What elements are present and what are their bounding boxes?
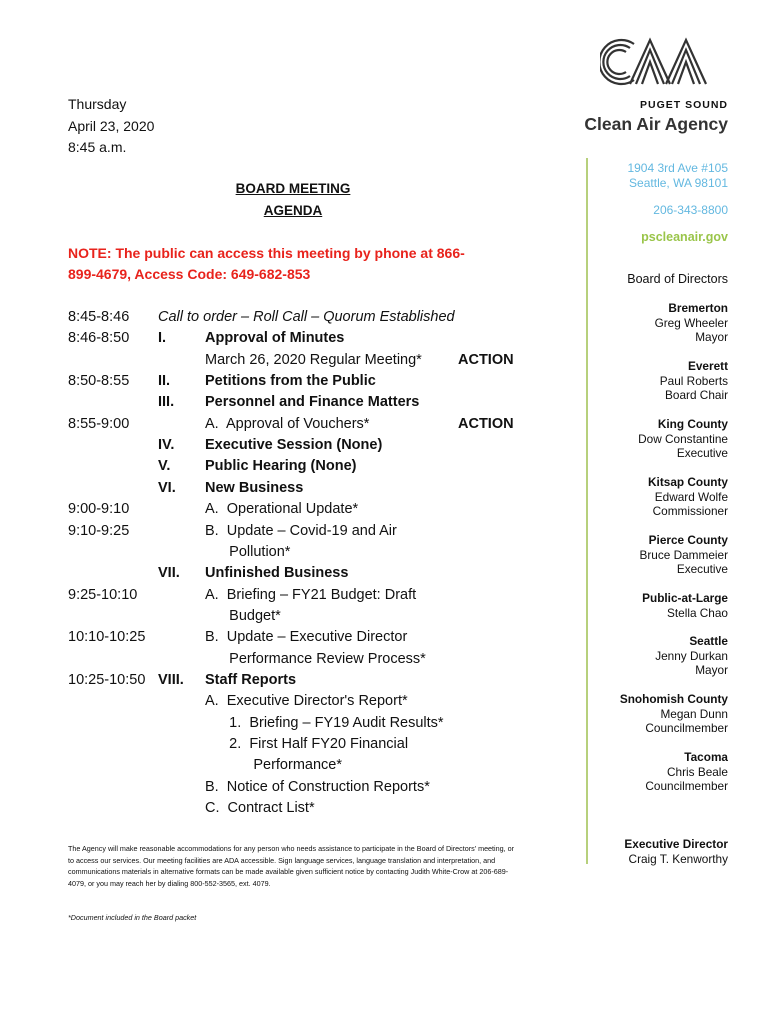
member-name: Chris Beale <box>667 764 728 779</box>
agenda-item-text: B. Notice of Construction Reports* <box>205 778 430 795</box>
member-role: Executive <box>676 562 728 577</box>
board-member <box>620 692 728 736</box>
board-heading-text: Board of Directors <box>627 272 728 286</box>
packet-note: *Document included in the Board packet <box>68 913 197 922</box>
member-area: Public-at-Large <box>642 591 728 605</box>
member-name: Edward Wolfe <box>654 489 728 504</box>
agenda-row <box>68 542 528 563</box>
agenda-time: 9:25-10:10 <box>68 586 138 603</box>
member-role: Mayor <box>695 663 728 678</box>
agenda-row <box>68 734 528 755</box>
public-access-note-line1: NOTE: The public can access this meeting by phone at 866- <box>68 245 465 261</box>
member-name: Greg Wheeler <box>654 315 728 330</box>
agenda-number: VI. <box>158 479 176 496</box>
agenda-row <box>68 435 528 456</box>
caa-logo-mark <box>600 34 720 90</box>
agenda-row <box>68 627 528 648</box>
address-line1: 1904 3rd Ave #105 <box>627 161 728 175</box>
agenda-action-label: ACTION <box>458 351 514 368</box>
agenda-item-text: 1. Briefing – FY19 Audit Results* <box>205 714 444 731</box>
member-name: Megan Dunn <box>660 706 728 721</box>
agenda-item-text: C. Contract List* <box>205 800 315 817</box>
agenda-number: VIII. <box>158 671 184 688</box>
agenda-row <box>68 456 528 477</box>
agenda-row <box>68 499 528 520</box>
agenda-number: II. <box>158 373 171 390</box>
member-name: Paul Roberts <box>659 373 728 388</box>
agenda-row <box>68 350 528 371</box>
agenda-item-text: Personnel and Finance Matters <box>205 394 420 411</box>
agenda-row <box>68 371 528 392</box>
agenda-item-text: Petitions from the Public <box>205 373 376 390</box>
agenda-item-text: A. Executive Director's Report* <box>205 693 408 710</box>
agenda-item-text: Budget* <box>205 607 281 624</box>
agenda-time: 8:45-8:46 <box>68 309 130 325</box>
agenda-number: III. <box>158 394 175 411</box>
agenda-item-text: Executive Session (None) <box>205 437 383 454</box>
brand-name: Clean Air Agency <box>584 114 728 134</box>
website-link[interactable]: pscleanair.gov <box>641 230 728 244</box>
agenda-item-text: New Business <box>205 479 304 496</box>
member-area: Everett <box>688 359 728 373</box>
board-member <box>648 475 728 519</box>
meeting-date: April 23, 2020 <box>68 118 155 134</box>
public-access-note-line2: 899-4679, Access Code: 649-682-853 <box>68 266 311 282</box>
agenda-row <box>68 307 528 328</box>
board-member <box>655 301 728 345</box>
agenda-time: 10:25-10:50 <box>68 671 146 688</box>
caa-logo <box>600 34 720 90</box>
member-area: Tacoma <box>684 750 728 764</box>
member-role: Councilmember <box>645 721 728 736</box>
meeting-day: Thursday <box>68 96 127 112</box>
board-member <box>640 533 729 577</box>
agenda-action-label: ACTION <box>458 415 514 432</box>
agenda-row <box>68 649 528 670</box>
member-name: Jenny Durkan <box>655 648 728 663</box>
agenda-time: 8:46-8:50 <box>68 330 130 347</box>
member-area: King County <box>657 417 728 431</box>
agenda-row <box>68 392 528 413</box>
member-role: Executive <box>676 446 728 461</box>
agenda-number: VII. <box>158 565 180 582</box>
agenda-item-text: B. Update – Covid-19 and Air <box>205 522 397 539</box>
member-area: Snohomish County <box>619 692 728 706</box>
agenda-time: 9:00-9:10 <box>68 501 130 518</box>
member-area: Pierce County <box>648 533 728 547</box>
agenda-time: 9:10-9:25 <box>68 522 130 539</box>
agenda-row <box>68 777 528 798</box>
agenda-item-text: A. Approval of Vouchers* <box>205 415 370 432</box>
member-name: Dow Constantine <box>638 431 728 446</box>
agenda-item-text: Approval of Minutes <box>205 330 345 347</box>
agenda-row <box>68 713 528 734</box>
member-area: Kitsap County <box>648 475 728 489</box>
member-name: Stella Chao <box>667 605 728 620</box>
agenda-item-text: Pollution* <box>205 543 291 560</box>
agenda-item-text: Call to order – Roll Call – Quorum Established <box>158 309 455 325</box>
member-role: Councilmember <box>645 779 728 794</box>
board-member <box>655 634 728 678</box>
agenda-item-text: March 26, 2020 Regular Meeting* <box>205 351 422 368</box>
agenda-item-text: Staff Reports <box>205 671 297 688</box>
exec-heading: Executive Director <box>624 837 728 851</box>
agenda-item-text: A. Operational Update* <box>205 501 359 518</box>
agenda-item-text: Unfinished Business <box>205 565 349 582</box>
board-heading <box>627 272 728 287</box>
member-name: Bruce Dammeier <box>639 547 728 562</box>
agenda-time: 10:10-10:25 <box>68 629 146 646</box>
board-member <box>642 591 728 620</box>
member-role: Board Chair <box>665 388 728 403</box>
agenda-item-text: Performance* <box>205 757 342 774</box>
member-area: Bremerton <box>668 301 728 315</box>
agenda-item-text: B. Update – Executive Director <box>205 629 408 646</box>
agenda-row <box>68 670 528 691</box>
agenda-number: IV. <box>158 437 175 454</box>
agenda-row <box>68 328 528 349</box>
member-role: Commissioner <box>652 504 728 519</box>
member-role: Mayor <box>695 330 728 345</box>
title-agenda: AGENDA <box>263 203 323 218</box>
meeting-time: 8:45 a.m. <box>68 139 127 155</box>
agenda-item-text: A. Briefing – FY21 Budget: Draft <box>205 586 417 603</box>
agenda-time: 8:55-9:00 <box>68 415 130 432</box>
executive-director <box>624 837 728 866</box>
sidebar-divider <box>586 158 588 864</box>
agenda-item-text: Performance Review Process* <box>205 650 426 667</box>
agenda-row <box>68 521 528 542</box>
brand-subtitle: PUGET SOUND <box>639 99 728 111</box>
exec-name: Craig T. Kenworthy <box>628 851 728 866</box>
agenda-number: I. <box>158 330 167 347</box>
agenda-row <box>68 798 528 819</box>
agenda-item-text: 2. First Half FY20 Financial <box>205 736 409 752</box>
board-member <box>645 750 728 794</box>
agenda-row <box>68 563 528 584</box>
phone-number: 206-343-8800 <box>653 203 728 217</box>
board-member <box>660 359 728 403</box>
accommodation-notice: The Agency will make reasonable accommodations for any person who needs assistance to participate in the Board of Directors' meeting, or to access our services. Our meeting facilities are ADA accessible. Sign language services, language translation and interpretation, and communications materials in alternative formats can be made available given sufficient notice by contacting Judith White-Crow at 206-689-4079, or you may reach her by dialing 800-552-3565, ext. 4079. <box>68 844 515 888</box>
agenda-row <box>68 755 528 776</box>
address-line2: Seattle, WA 98101 <box>629 176 728 190</box>
title-board-meeting: BOARD MEETING <box>235 181 351 196</box>
agenda-number: V. <box>158 458 171 475</box>
agenda-time: 8:50-8:55 <box>68 373 130 390</box>
agenda-row <box>68 691 528 712</box>
agenda-row <box>68 585 528 606</box>
agenda-row <box>68 414 528 435</box>
agenda-row <box>68 606 528 627</box>
agenda-item-text: Public Hearing (None) <box>205 458 357 475</box>
agenda-row <box>68 478 528 499</box>
member-area: Seattle <box>689 634 728 648</box>
board-member <box>638 417 728 461</box>
